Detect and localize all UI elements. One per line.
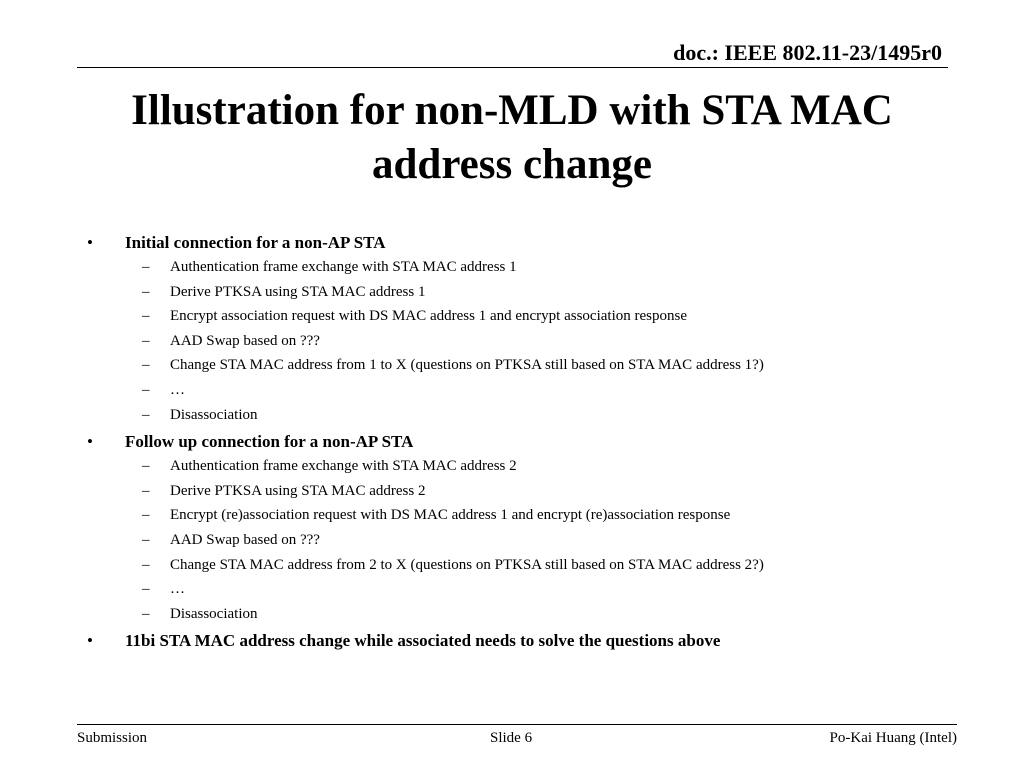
- sub-item: [0, 602, 1024, 627]
- sub-item: [0, 329, 1024, 354]
- footer-slide-number: Slide 6: [490, 730, 533, 746]
- sub-item: [0, 479, 1024, 504]
- sub-item-text: AAD Swap based on ???: [170, 332, 320, 349]
- sub-item-marker: –: [142, 482, 150, 499]
- sub-item-marker: –: [142, 283, 150, 300]
- bullet-marker: •: [87, 631, 93, 651]
- footer-author: Po-Kai Huang (Intel): [829, 730, 957, 746]
- sub-item: [0, 577, 1024, 602]
- slide-title: [80, 84, 944, 192]
- sub-item-text: Derive PTKSA using STA MAC address 1: [170, 283, 426, 300]
- sub-item-marker: –: [142, 308, 150, 325]
- sub-item-text: Change STA MAC address from 2 to X (questions on PTKSA still based on STA MAC address 2?): [170, 556, 764, 573]
- sub-item-marker: –: [142, 406, 150, 423]
- sub-item: [0, 304, 1024, 329]
- sub-item-marker: –: [142, 458, 150, 475]
- sub-item-text: Derive PTKSA using STA MAC address 2: [170, 482, 426, 499]
- sub-item-marker: –: [142, 556, 150, 573]
- sub-item-text: Disassociation: [170, 406, 258, 423]
- sub-item: [0, 378, 1024, 403]
- footer-divider: [77, 724, 957, 725]
- slide-title-line-1: Illustration for non-MLD with STA MAC: [131, 87, 893, 134]
- bullet-marker: •: [87, 233, 93, 252]
- sub-item-marker: –: [142, 531, 150, 548]
- bullet-text: 11bi STA MAC address change while associated needs to solve the questions above: [125, 631, 721, 651]
- sub-item-marker: –: [142, 357, 150, 374]
- sub-item-marker: –: [142, 381, 150, 398]
- sub-item-marker: –: [142, 581, 150, 598]
- sub-item-text: Authentication frame exchange with STA MAC address 2: [170, 458, 517, 475]
- sub-item-text: AAD Swap based on ???: [170, 531, 320, 548]
- sub-item-text: Authentication frame exchange with STA MAC address 1: [170, 259, 517, 275]
- bullet-initial-connection: [0, 230, 1024, 255]
- slide-title-line-2: address change: [372, 141, 652, 188]
- sub-item-text: …: [170, 581, 185, 598]
- bullet-11bi-conclusion: [0, 628, 1024, 653]
- bullet-marker: •: [87, 432, 93, 452]
- sub-item-text: Change STA MAC address from 1 to X (questions on PTKSA still based on STA MAC address 1?): [170, 357, 764, 374]
- slide-body: [0, 228, 1024, 653]
- bullet-text: Follow up connection for a non-AP STA: [125, 432, 414, 452]
- bullet-text: Initial connection for a non-AP STA: [125, 233, 386, 252]
- sub-item: [0, 280, 1024, 305]
- sub-item-marker: –: [142, 507, 150, 524]
- sub-item: [0, 553, 1024, 578]
- sub-item-marker: –: [142, 259, 150, 275]
- header-divider: [77, 67, 948, 68]
- sub-item-text: …: [170, 381, 185, 398]
- sub-item-marker: –: [142, 605, 150, 622]
- bullet-follow-up-connection: [0, 429, 1024, 454]
- sub-item: [0, 454, 1024, 479]
- document-id: doc.: IEEE 802.11-23/1495r0: [673, 40, 942, 65]
- sub-item: [0, 353, 1024, 378]
- sub-item-text: Encrypt association request with DS MAC address 1 and encrypt association response: [170, 308, 687, 325]
- footer-submission: Submission: [77, 730, 148, 746]
- sub-item-text: Encrypt (re)association request with DS MAC address 1 and encrypt (re)association response: [170, 507, 731, 524]
- sub-item-marker: –: [142, 332, 150, 349]
- sub-item-text: Disassociation: [170, 605, 258, 622]
- sub-item: [0, 255, 1024, 280]
- sub-item: [0, 528, 1024, 553]
- sub-item: [0, 403, 1024, 428]
- sub-item: [0, 503, 1024, 528]
